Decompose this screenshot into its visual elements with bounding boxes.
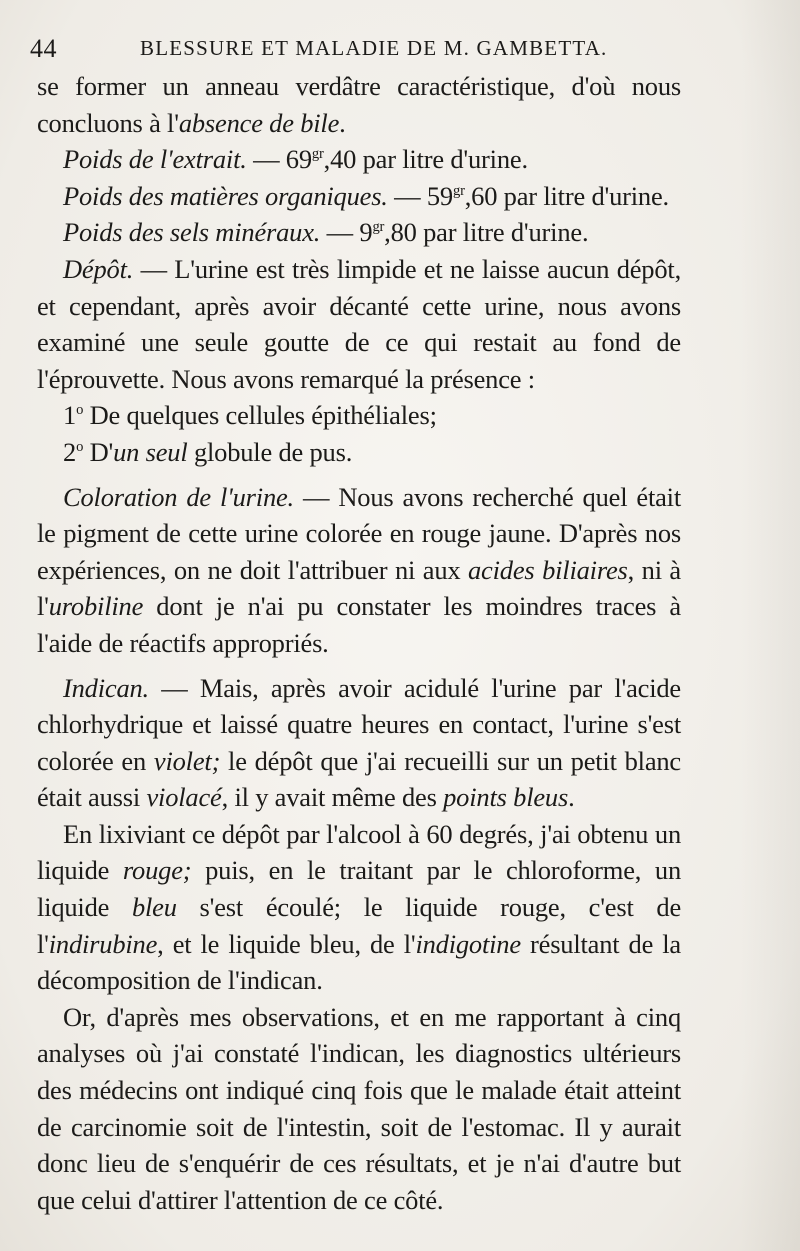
list-item-cellules bbox=[63, 397, 681, 434]
running-title: BLESSURE ET MALADIE DE M. GAMBETTA. bbox=[140, 36, 608, 60]
text-run: . bbox=[339, 107, 346, 138]
text-run: , il y avait même des bbox=[221, 782, 444, 813]
unit-superscript: gr bbox=[311, 146, 324, 163]
paragraph-label: Dépôt. bbox=[63, 253, 134, 284]
italic-term: absence de bile bbox=[178, 107, 340, 138]
text-run: se former un anneau verdâtre caractéristique, d'où nous concluons à l' bbox=[37, 71, 681, 138]
list-number: 1 bbox=[63, 400, 77, 431]
paragraph-label: Coloration de l'urine. bbox=[63, 481, 294, 512]
text-run: ,60 par litre d'urine. bbox=[464, 180, 669, 211]
text-run: résultant de la décomposition de l'indican. bbox=[37, 928, 681, 996]
unit-superscript: gr bbox=[453, 182, 465, 199]
paragraph-label: Poids des matières organiques. bbox=[63, 180, 388, 211]
text-run: — 59 bbox=[387, 180, 453, 211]
paragraph-label: Poids des sels minéraux. bbox=[63, 217, 321, 248]
paragraph-poids-extrait bbox=[37, 141, 681, 178]
italic-term: points bleus bbox=[443, 782, 569, 813]
text-run: globule de pus. bbox=[187, 436, 353, 467]
page-number: 44 bbox=[30, 34, 57, 63]
paragraph-bile bbox=[37, 68, 681, 141]
paragraph-lixiviant bbox=[37, 816, 681, 999]
italic-term: un seul bbox=[113, 436, 188, 467]
text-run: ,80 par litre d'urine. bbox=[384, 217, 589, 248]
paragraph-poids-matieres bbox=[37, 178, 681, 215]
italic-term: acides biliaires bbox=[468, 554, 628, 585]
italic-term: indirubine bbox=[48, 928, 158, 959]
text-run: — 69 bbox=[246, 144, 312, 175]
list-item-globule bbox=[63, 434, 681, 471]
text-run: De quelques cellules épithéliales; bbox=[83, 400, 437, 431]
text-run: , ni à l' bbox=[37, 554, 681, 622]
paragraph-label: Poids de l'extrait. bbox=[63, 144, 247, 175]
unit-superscript: gr bbox=[372, 219, 385, 236]
italic-term: violacé bbox=[146, 782, 222, 813]
body-text bbox=[37, 68, 681, 1218]
italic-term: violet; bbox=[153, 745, 221, 776]
page-edge-shadow bbox=[740, 0, 800, 1251]
text-run: s'est écoulé; le liquide rouge, c'est de l' bbox=[37, 892, 682, 959]
text-run: — Nous avons recherché quel était le pigment de cette urine colorée en rouge jaune. D'après nos expériences, on ne doit l'attribuer ni aux bbox=[37, 481, 682, 585]
italic-term: bleu bbox=[131, 892, 177, 923]
text-run: D' bbox=[83, 436, 114, 467]
text-run: . bbox=[568, 782, 575, 813]
paragraph-indican bbox=[37, 670, 681, 816]
paragraph-depot bbox=[37, 251, 681, 397]
paragraph-conclusion bbox=[37, 999, 681, 1219]
text-run: — Mais, après avoir acidulé l'urine par l'acide chlorhydrique et laissé quatre heures en contact, l'urine s'est colorée en bbox=[37, 672, 681, 776]
paragraph-coloration bbox=[37, 479, 681, 662]
ordinal-superscript: o bbox=[76, 439, 84, 456]
paragraph-poids-sels bbox=[37, 214, 681, 251]
italic-term: urobiline bbox=[48, 591, 144, 622]
italic-term: indigotine bbox=[415, 928, 521, 959]
text-run: En lixiviant ce dépôt par l'alcool à 60 degrés, j'ai obtenu un liquide bbox=[37, 818, 681, 886]
paragraph-label: Indican. bbox=[63, 672, 149, 703]
italic-term: rouge; bbox=[122, 855, 192, 886]
text-run: dont je n'ai pu constater les moindres traces à l'aide de réactifs appropriés. bbox=[37, 591, 681, 658]
text-run: le dépôt que j'ai recueilli sur un petit blanc était aussi bbox=[37, 745, 681, 813]
list-number: 2 bbox=[63, 436, 77, 467]
text-run: Or, d'après mes observations, et en me rapportant à cinq analyses où j'ai constaté l'indican, les diagnostics ultérieurs des médecins ont indiqué cinq fois que le malade était atteint de carcinomie soit de l'intestin, soit de l'estomac. Il y aurait donc lieu de s'enquérir de ces résultats, et je n'ai d'autre but que celui d'attirer l'attention de ce côté. bbox=[37, 1001, 681, 1215]
ordinal-superscript: o bbox=[76, 402, 84, 419]
text-run: puis, en le traitant par le chloroforme, un liquide bbox=[37, 855, 681, 923]
running-head bbox=[30, 34, 730, 64]
text-run: — L'urine est très limpide et ne laisse aucun dépôt, et cependant, après avoir décanté cette urine, nous avons examiné une seule goutte de ce qui restait au fond de l'éprouvette. Nous avons remarqué la présence : bbox=[37, 253, 681, 394]
text-run: — 9 bbox=[320, 217, 373, 248]
text-run: ,40 par litre d'urine. bbox=[323, 144, 528, 175]
text-run: , et le liquide bleu, de l' bbox=[157, 928, 416, 959]
